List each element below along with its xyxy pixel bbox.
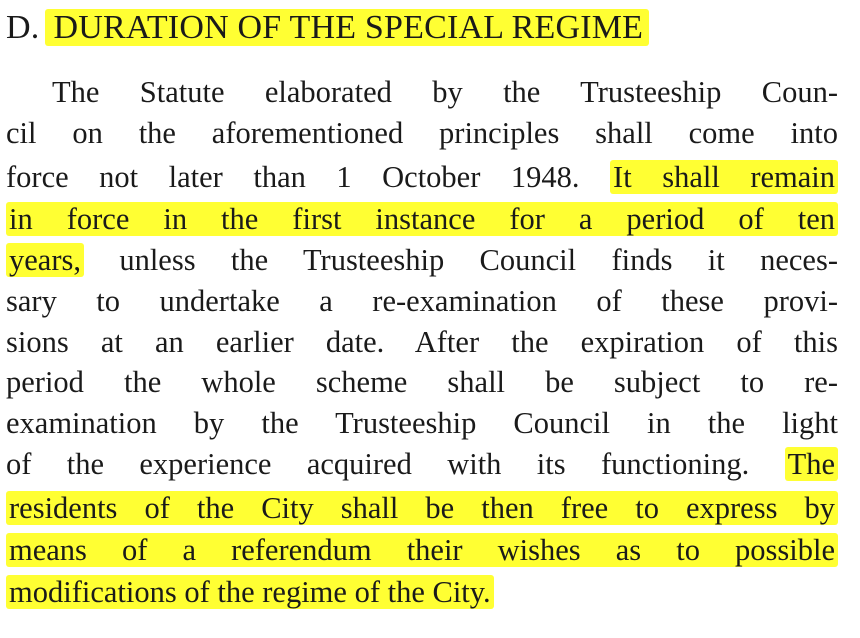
paragraph-line	[6, 199, 838, 239]
plain-text: sions at an earlier date. After the expiration of this	[6, 325, 838, 359]
paragraph-line	[6, 572, 838, 612]
paragraph-line	[6, 240, 838, 280]
highlighted-text: means of a referendum their wishes as to possible	[6, 533, 838, 567]
section-marker: D.	[6, 9, 40, 46]
highlighted-text: It shall remain	[610, 160, 838, 194]
paragraph-line	[6, 157, 838, 197]
plain-text: cil on the aforementioned principles shall come into	[6, 116, 838, 150]
highlighted-text: years,	[6, 243, 84, 277]
plain-text: The Statute elaborated by the Trusteeship Coun-	[52, 75, 838, 109]
paragraph-line	[6, 530, 838, 570]
paragraph-line	[6, 444, 838, 484]
paragraph-line	[6, 403, 838, 443]
plain-text: of the experience acquired with its functioning.	[6, 447, 750, 481]
highlighted-text: in force in the first instance for a period of ten	[6, 202, 838, 236]
plain-text: sary to undertake a re-examination of these provi-	[6, 284, 838, 318]
paragraph-line	[6, 281, 838, 321]
section-title-highlighted: DURATION OF THE SPECIAL REGIME	[45, 9, 649, 46]
highlighted-text: The	[785, 447, 838, 481]
paragraph-line	[6, 362, 838, 402]
paragraph-line	[6, 113, 838, 153]
plain-text: period the whole scheme shall be subject to re-	[6, 365, 838, 399]
paragraph-line	[52, 72, 838, 112]
plain-text: unless the Trusteeship Council finds it neces-	[119, 243, 838, 277]
highlighted-text: residents of the City shall be then free to express by	[6, 491, 838, 525]
plain-text: examination by the Trusteeship Council in the light	[6, 406, 838, 440]
highlighted-text: modifications of the regime of the City.	[6, 575, 494, 609]
plain-text: force not later than 1 October 1948.	[6, 160, 580, 194]
paragraph-line	[6, 322, 838, 362]
paragraph-line	[6, 488, 838, 528]
